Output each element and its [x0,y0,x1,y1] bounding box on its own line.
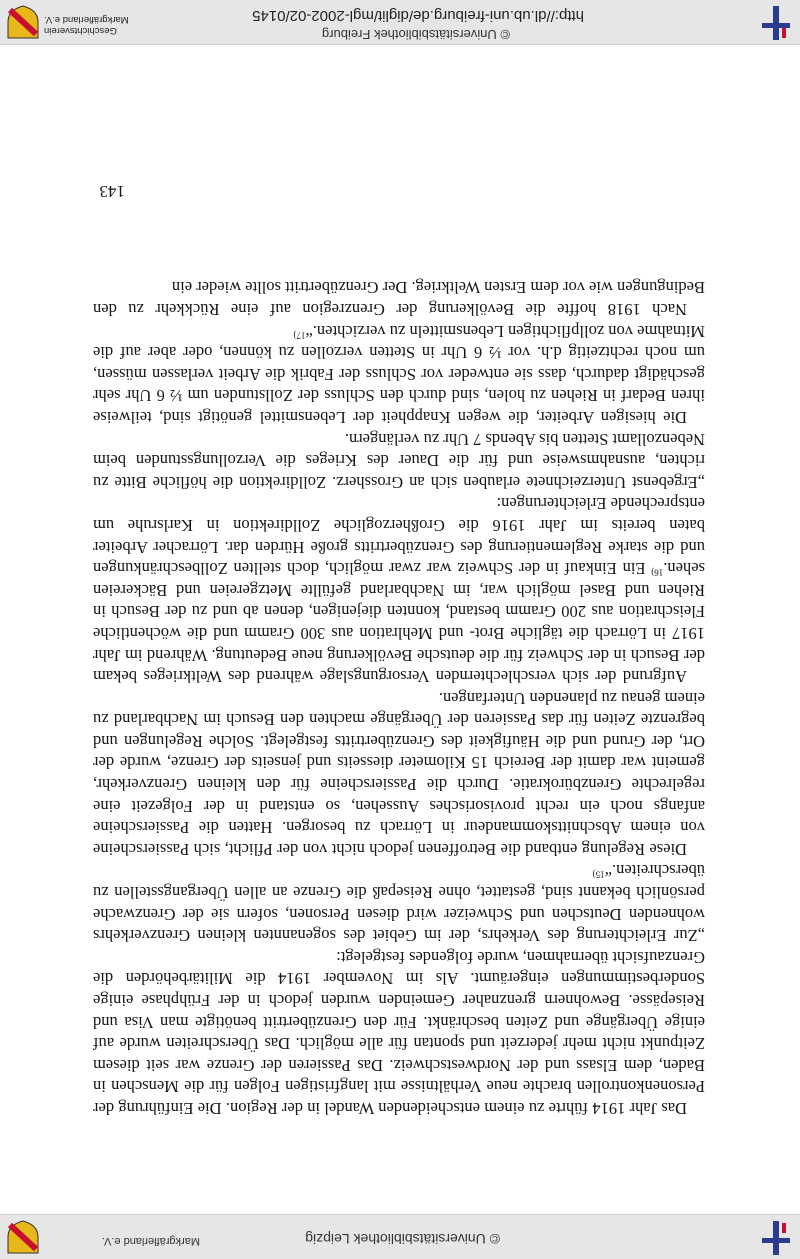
paragraph: Nach 1918 hoffte die Bevölkerung der Grenzregion auf eine Rückkehr zu den Bedingungen wie vor dem Ersten Weltkrieg. Der Grenzübertritt sollte wieder ein [93,278,705,320]
quote-paragraph [93,320,705,428]
footnote-marker: 17) [293,330,306,341]
header-library-text: © Universitätsbibliothek Leipzig [305,1231,500,1247]
footer-url-link[interactable]: http://dl.ub.uni-freiburg.de/diglit/mgl-2002-02/0145 [252,7,584,24]
quote-text: „Zur Erleichterung des Verkehrs, der im Gebiet des sogenannten kleinen Grenzverkehrs wohnenden Deutschen und Schweizer wird diesen Personen, sofern sie der Grenzwache persönlich bekannt sind, gestattet, ohne Reisepaß die Grenze an allen Übergangsstellen zu überschreiten.“ [93,861,705,946]
society-line: Markgräflerland e.V. [44,14,129,25]
society-line: Geschichtsverein [44,25,117,36]
footnote-marker: 15) [592,869,605,880]
header-band [0,1214,800,1259]
paragraph: Diese Regelung entband die Betroffenen jedoch nicht von der Pflicht, sich Passierscheine von einem Abschnittskommandeur in Lörrach zu besorgen. Hatten die Passierscheine anfangs noch ein recht provisorisches Aussehen, so entstand in der Folgezeit eine regelrechte Grenzbürokratie. Durch die Passierscheine für den kleinen Grenzverkehr, gemeint war damit der Bereich 15 Kilometer diesseits und jenseits der Grenze, wurde der Ort, der Grund und die Häufigkeit des Grenzübertritts festgelegt. Solche Regelungen und begrenzte Zeiten für das Passieren der Übergänge machten den Besuch im Nachbarland zu einem genau zu planenden Unterfangen. [93,688,705,859]
header-society-text: Markgräflerland e.V. [101,1235,200,1247]
quote-text: Die hiesigen Arbeiter, die wegen Knappheit der Lebensmittel genötigt sind, teilweise ihren Bedarf in Riehen zu holen, sind durch den Schluss der Zollstunden um ½ 6 Uhr sehr geschädigt dadurch, dass sie entweder vor Schluss der Fabrik die Arbeit verlassen müssen, um noch rechtzeitig d.h. vor ½ 6 Uhr in Stetten verzollen zu können, oder aber auf die Mitnahme von zollpflichtigen Lebensmitteln zu verzichten.“ [93,321,705,427]
footnote-marker: 16) [651,567,664,578]
footer-society-text [44,14,129,36]
coat-of-arms-icon [6,4,40,40]
article-text [93,277,705,1119]
quote-paragraph: „Ergebenst Unterzeichnete erlauben sich an Grossherz. Zolldirektion die höfliche Bitte zu richten, ausnahmsweise und für die Dauer des Krieges die Verzollungsstunden beim Nebenzollamt Stetten bis Abends 7 Uhr zu verlängern. [93,429,705,492]
coat-of-arms-icon [6,1219,40,1255]
page-number: 143 [99,182,125,201]
footer-band [0,0,800,45]
paragraph-text: Aufgrund der sich verschlechternden Versorgungslage während des Weltkrieges bekam der Besuch in der Schweiz für die deutsche Bevölkerung neue Bedeutung. Während im Jahr 1917 in Lörrach die tägliche Brot- und Mehlration aus 300 Gramm und die wöchentliche Fleischration aus 200 Gramm bestand, konnten diejenigen, denen ab und zu der Besuch in Riehen und Basel möglich war, im Nachbarland gefüllte Metzgereien und Bäckereien sehen. [93,559,705,687]
paragraph: Das Jahr 1914 führte zu einem entscheidenden Wandel in der Region. Die Einführung der Personenkontrollen brachte neue Verhältnisse mit langfristigen Folgen für die Menschen in Baden, dem Elsass und der Nordwestschweiz. Das Passieren der Grenze war seit diesem Zeitpunkt nicht mehr jederzeit und spontan für alle möglich. Das Überschreiten wurde auf einige Übergänge und Zeiten beschränkt. Für den Grenzübertritt benötigte man Visa und Reisepässe. Bewohnern grenznaher Gemeinden wurden jedoch in der Frühphase einige Sonderbestimmungen eingeräumt. Als im November 1914 die Militärbehörden die Grenzaufsicht übernahmen, wurde folgendes festgelegt: [93,947,705,1118]
paragraph-text: Ein Einkauf in der Schweiz war zwar möglich, doch stellten Zollbeschränkungen und die starke Reglementierung des Grenzübertritts große Hürden dar. Lörracher Arbeiter baten bereits im Jahr 1916 die Großherzogliche Zolldirektion in Karlsruhe um entsprechende Erleichterungen: [93,494,705,579]
university-logo-icon [762,6,790,40]
footer-library-text: © Universitätsbibliothek Freiburg [321,27,510,42]
quote-paragraph [93,860,705,946]
university-logo-icon [762,1221,790,1255]
paragraph [93,493,705,687]
